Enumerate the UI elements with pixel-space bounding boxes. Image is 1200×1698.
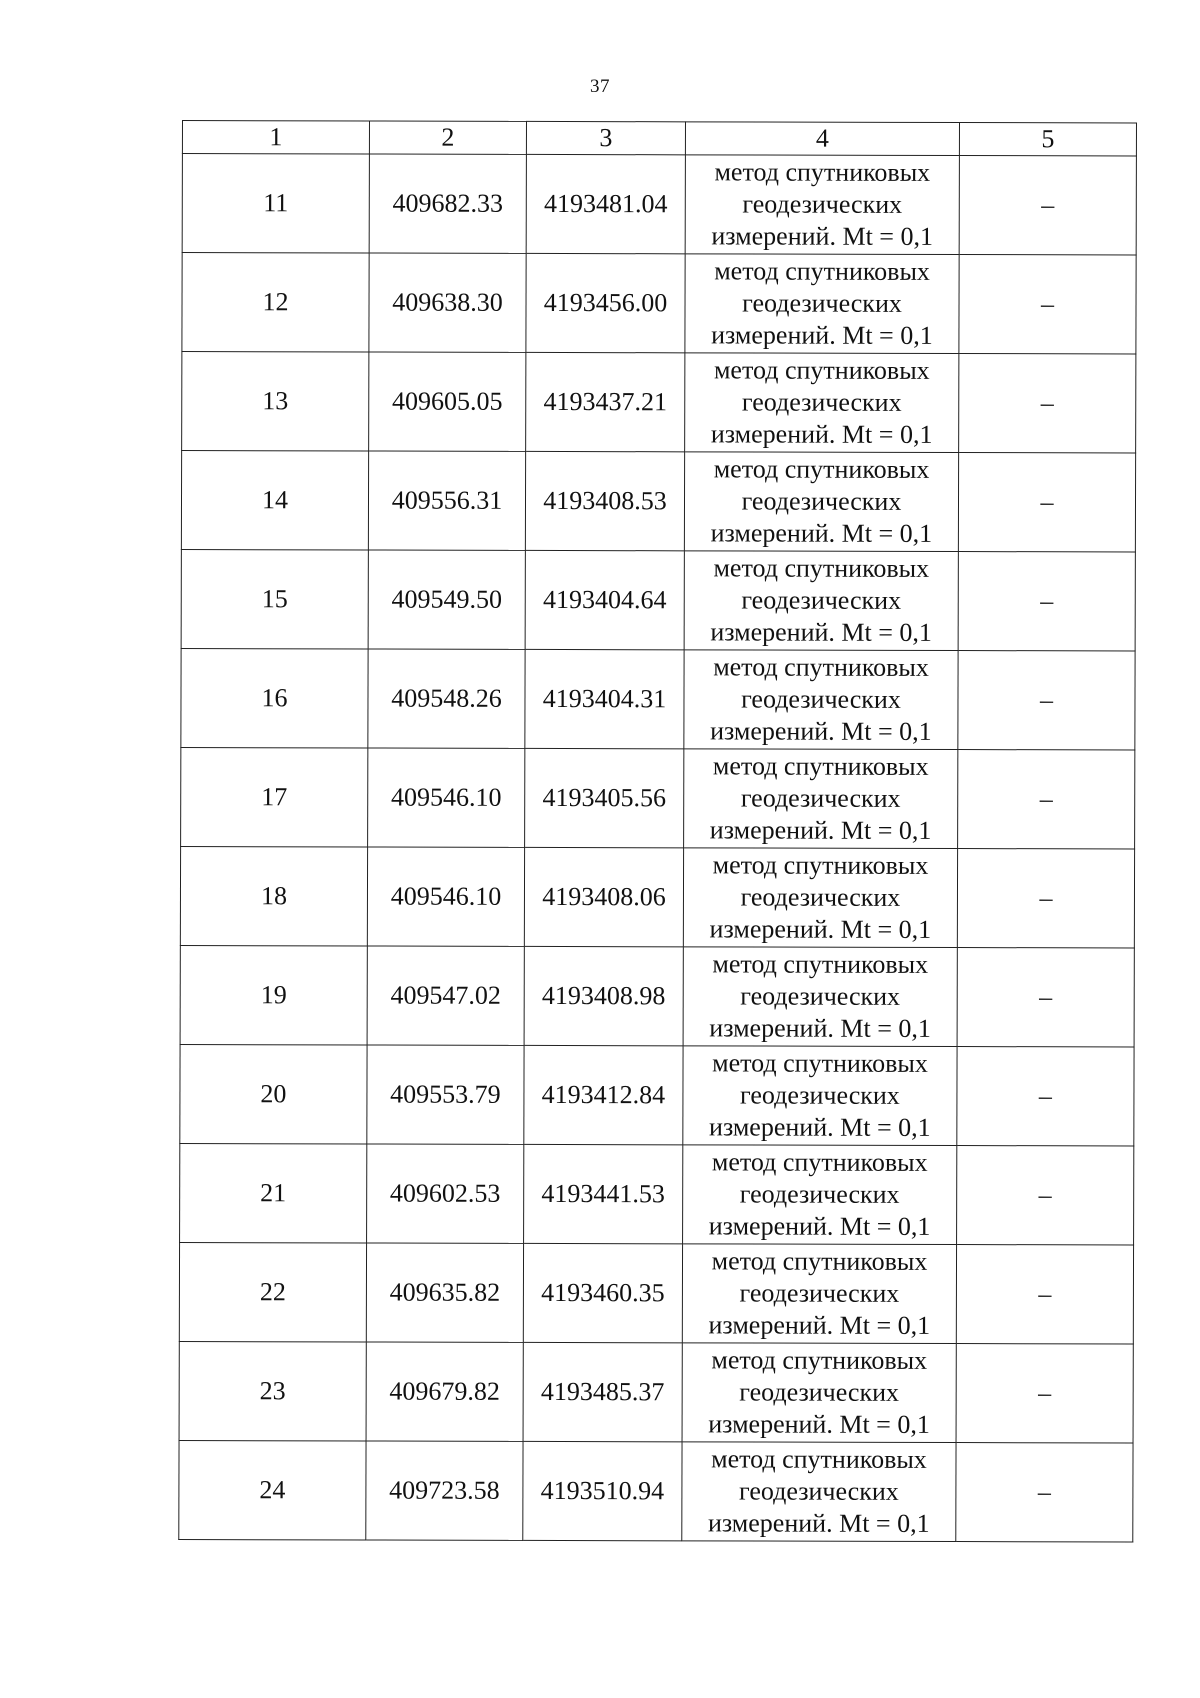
x-coordinate-cell: 409605.05 xyxy=(369,352,526,451)
page-number: 37 xyxy=(590,76,610,97)
method-cell xyxy=(684,452,958,552)
note-cell: – xyxy=(957,1146,1134,1245)
method-line: геодезических xyxy=(739,1377,900,1407)
method-line: измерений. Mt = 0,1 xyxy=(709,1013,931,1043)
header-cell-1: 1 xyxy=(182,121,369,154)
x-coordinate-cell: 409546.10 xyxy=(368,748,525,847)
header-cell-3: 3 xyxy=(526,121,685,154)
y-coordinate-cell: 4193404.31 xyxy=(525,649,684,748)
x-coordinate-cell: 409682.33 xyxy=(369,154,526,253)
method-line: геодезических xyxy=(742,189,903,219)
method-line: геодезических xyxy=(740,882,901,912)
point-number-cell: 19 xyxy=(180,945,367,1044)
x-coordinate-cell: 409602.53 xyxy=(367,1144,524,1243)
point-number-cell: 15 xyxy=(181,549,368,648)
x-coordinate-cell: 409723.58 xyxy=(366,1441,523,1540)
x-coordinate-cell: 409635.82 xyxy=(366,1243,523,1342)
point-number-cell: 14 xyxy=(181,451,368,550)
method-cell xyxy=(683,848,957,948)
method-line: измерений. Mt = 0,1 xyxy=(707,1508,930,1538)
method-line: метод спутниковых xyxy=(714,157,931,187)
note-cell: – xyxy=(958,750,1135,849)
note-cell: – xyxy=(956,1245,1133,1344)
y-coordinate-cell: 4193460.35 xyxy=(523,1243,682,1342)
method-line: геодезических xyxy=(741,684,901,714)
method-line: измерений. Mt = 0,1 xyxy=(710,716,932,746)
point-number-cell: 16 xyxy=(181,648,368,747)
method-cell xyxy=(684,749,958,849)
method-line: измерений. Mt = 0,1 xyxy=(709,914,932,944)
header-cell-2: 2 xyxy=(369,121,526,154)
table-row xyxy=(182,352,1136,453)
x-coordinate-cell: 409548.26 xyxy=(368,649,525,748)
method-line: геодезических xyxy=(739,1278,900,1308)
method-line: метод спутниковых xyxy=(712,850,929,880)
method-cell xyxy=(684,551,958,651)
method-line: измерений. Mt = 0,1 xyxy=(708,1409,930,1439)
table-row xyxy=(180,846,1134,947)
table-row xyxy=(181,747,1135,848)
y-coordinate-cell: 4193456.00 xyxy=(526,253,685,352)
x-coordinate-cell: 409547.02 xyxy=(367,946,524,1045)
point-number-cell: 17 xyxy=(181,747,368,846)
note-cell: – xyxy=(957,948,1134,1047)
y-coordinate-cell: 4193437.21 xyxy=(526,352,685,451)
method-line: метод спутниковых xyxy=(713,553,930,583)
method-line: измерений. Mt = 0,1 xyxy=(709,1112,931,1142)
method-line: метод спутниковых xyxy=(712,751,929,781)
table-row xyxy=(182,253,1136,354)
method-line: метод спутниковых xyxy=(711,1147,928,1177)
point-number-cell: 18 xyxy=(180,846,367,945)
method-line: метод спутниковых xyxy=(711,1345,928,1375)
method-line: измерений. Mt = 0,1 xyxy=(711,320,933,350)
method-line: геодезических xyxy=(740,981,901,1011)
method-cell xyxy=(685,155,959,255)
method-line: измерений. Mt = 0,1 xyxy=(709,815,932,845)
method-cell xyxy=(683,1145,957,1245)
method-line: метод спутниковых xyxy=(712,949,929,979)
note-cell: – xyxy=(958,651,1135,750)
method-cell xyxy=(682,1343,956,1443)
method-cell xyxy=(683,1046,957,1146)
method-line: измерений. Mt = 0,1 xyxy=(708,1211,931,1241)
x-coordinate-cell: 409546.10 xyxy=(367,847,524,946)
method-cell xyxy=(684,650,958,750)
method-cell xyxy=(682,1244,956,1344)
header-cell-4: 4 xyxy=(685,122,959,156)
point-number-cell: 23 xyxy=(179,1341,366,1440)
header-row xyxy=(182,121,1136,156)
method-line: геодезических xyxy=(740,783,901,813)
table-row xyxy=(180,1143,1134,1244)
table-row xyxy=(181,451,1135,552)
y-coordinate-cell: 4193510.94 xyxy=(523,1441,682,1540)
method-line: измерений. Mt = 0,1 xyxy=(708,1310,931,1340)
note-cell: – xyxy=(959,255,1136,354)
header-cell-5: 5 xyxy=(959,123,1136,156)
method-line: метод спутниковых xyxy=(712,1048,928,1078)
method-cell xyxy=(682,1442,956,1542)
table-row xyxy=(180,1044,1134,1145)
method-line: геодезических xyxy=(741,585,902,615)
y-coordinate-cell: 4193485.37 xyxy=(523,1342,682,1441)
y-coordinate-cell: 4193404.64 xyxy=(525,550,684,649)
y-coordinate-cell: 4193412.84 xyxy=(524,1045,683,1144)
note-cell: – xyxy=(957,1047,1134,1146)
method-line: измерений. Mt = 0,1 xyxy=(711,221,934,251)
note-cell: – xyxy=(958,552,1135,651)
note-cell: – xyxy=(956,1443,1133,1542)
method-line: измерений. Mt = 0,1 xyxy=(710,518,933,548)
note-cell: – xyxy=(957,849,1134,948)
method-line: геодезических xyxy=(738,1476,899,1506)
note-cell: – xyxy=(959,354,1136,453)
y-coordinate-cell: 4193408.06 xyxy=(524,847,683,946)
method-line: геодезических xyxy=(742,288,902,318)
point-number-cell: 20 xyxy=(180,1044,367,1143)
x-coordinate-cell: 409553.79 xyxy=(367,1045,524,1144)
note-cell: – xyxy=(959,156,1136,255)
y-coordinate-cell: 4193408.53 xyxy=(525,451,684,550)
x-coordinate-cell: 409549.50 xyxy=(368,550,525,649)
method-line: геодезических xyxy=(741,387,902,417)
method-line: метод спутниковых xyxy=(711,1246,928,1276)
method-line: метод спутниковых xyxy=(713,652,929,682)
point-number-cell: 21 xyxy=(180,1143,367,1242)
table-row xyxy=(179,1242,1133,1343)
point-number-cell: 22 xyxy=(179,1242,366,1341)
table-row xyxy=(179,1341,1133,1442)
table-row xyxy=(179,1440,1133,1541)
method-line: метод спутниковых xyxy=(713,454,930,484)
method-line: метод спутниковых xyxy=(711,1444,927,1474)
method-line: геодезических xyxy=(741,486,902,516)
table-row xyxy=(181,648,1135,749)
table-row xyxy=(180,945,1134,1046)
method-cell xyxy=(685,353,959,453)
method-line: измерений. Mt = 0,1 xyxy=(710,419,933,449)
note-cell: – xyxy=(956,1344,1133,1443)
x-coordinate-cell: 409638.30 xyxy=(369,253,526,352)
method-cell xyxy=(685,254,959,354)
point-number-cell: 13 xyxy=(182,352,369,451)
method-line: метод спутниковых xyxy=(713,355,930,385)
note-cell: – xyxy=(958,453,1135,552)
table-body xyxy=(179,154,1137,1542)
coordinates-table xyxy=(178,120,1137,1542)
x-coordinate-cell: 409556.31 xyxy=(368,451,525,550)
point-number-cell: 11 xyxy=(182,154,369,253)
point-number-cell: 24 xyxy=(179,1440,366,1539)
y-coordinate-cell: 4193405.56 xyxy=(525,748,684,847)
method-line: геодезических xyxy=(739,1179,900,1209)
method-line: метод спутниковых xyxy=(714,256,930,286)
point-number-cell: 12 xyxy=(182,253,369,352)
table-row xyxy=(181,549,1135,650)
y-coordinate-cell: 4193441.53 xyxy=(524,1144,683,1243)
method-line: геодезических xyxy=(740,1080,900,1110)
method-line: измерений. Mt = 0,1 xyxy=(710,617,932,647)
method-cell xyxy=(683,947,957,1047)
table-row xyxy=(182,154,1136,255)
y-coordinate-cell: 4193408.98 xyxy=(524,946,683,1045)
y-coordinate-cell: 4193481.04 xyxy=(526,154,685,253)
x-coordinate-cell: 409679.82 xyxy=(366,1342,523,1441)
